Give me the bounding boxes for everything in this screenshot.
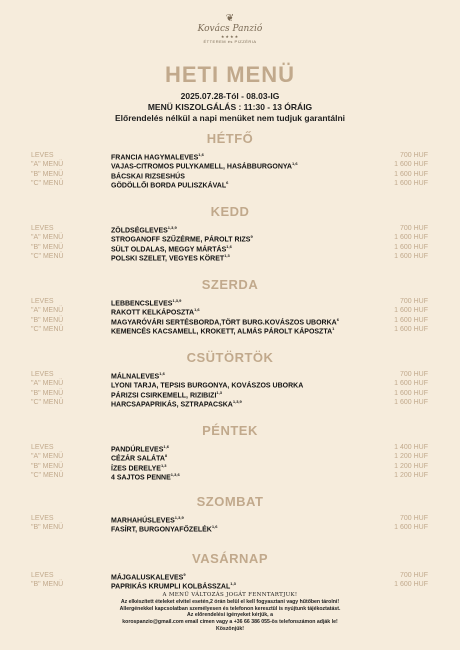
allergen-codes: 8 [164,453,168,459]
price: 1 200 HUF [394,471,428,479]
allergen-codes: 1,6 [211,524,218,530]
dish-text: 4 SAJTOS PENNE [111,474,171,482]
day-heading: CSÜTÖRTÖK [186,350,274,365]
allergen-codes: 1,3,6 [170,471,180,477]
dish-text: FASÍRT, BURGONYAFŐZELÉK [111,526,212,534]
menu-row [0,253,460,263]
menu-label: LEVES [31,444,54,451]
dish-name [111,317,339,326]
price: 700 HUF [399,515,428,522]
dish-text: MAGYARÓVÁRI SERTÉSBORDA,TÖRT BURG.KOVÁSZOS UBORKA [111,318,337,326]
footer-notice: A MENÜ VÁLTOZÁS JOGÁT FENNTARTJUK! [162,592,298,598]
price: 700 HUF [399,152,428,159]
logo-stars: ★★★★ [220,34,240,39]
dish-text: RAKOTT KELKÁPOSZTA [111,309,195,317]
price: 1 600 HUF [394,380,428,388]
allergen-codes: 1,3 [160,462,167,468]
price: 1 600 HUF [394,234,428,242]
price: 1 600 HUF [394,179,428,187]
allergen-codes: 1,6 [291,161,298,167]
allergen-codes: 1,3 [224,252,230,258]
menu-label: LEVES [31,515,54,522]
dish-text: PANDÚRLEVES [111,446,164,454]
price: 700 HUF [399,371,428,378]
price: 700 HUF [399,298,428,305]
dish-name [111,253,230,262]
price: 1 200 HUF [394,462,428,470]
footer-line: Az elkészített ételeket elvitel esetén,2 órán belül el kell fogyasztani vagy hűtőben tárolni! [120,598,340,605]
allergen-codes: 9 [250,234,253,240]
allergen-codes: 1,6 [194,307,200,313]
allergen-codes: 1,6 [163,444,169,449]
menu-label: "C" MENÜ [31,179,64,187]
price: 1 400 HUF [394,444,428,451]
dish-name [111,225,177,234]
menu-label: LEVES [31,225,54,232]
dish-name [111,581,236,590]
allergen-codes: 6 [336,316,339,322]
menu-label: "A" MENÜ [31,234,64,242]
menu-label: LEVES [31,152,54,159]
dish-text: HARCSAPAPRIKÁS, SZTRAPACSKA [111,401,233,409]
dish-text: POLSKI SZELET, VEGYES KÖRET [111,255,225,263]
menu-label: "B" MENÜ [31,462,64,470]
dish-text: VAJAS-CITROMOS PULYKAMELL, HASÁBBURGONYA [111,163,292,171]
footer-line: Allergénekkel kapcsolatban személyesen és telefonon keresztül is nyújtunk tájékoztatást. [119,605,341,612]
footer-line: Az előrendelési igényeket kérjük, a [187,612,273,619]
day-heading: SZOMBAT [196,494,264,509]
preorder-note: Előrendelés nélkül a napi menüket nem tudjuk garantálni [114,113,346,123]
footer-line: Köszönjük! [216,625,244,632]
dish-name [111,180,228,189]
menu-label: "B" MENÜ [31,316,64,324]
allergen-codes: 1 [332,325,335,331]
dish-name [111,371,165,380]
dish-name [111,572,186,581]
footer [0,592,460,633]
dish-text: KEMENCÉS KACSAMELL, KROKETT, ALMÁS PÁROLT KÁPOSZTA [111,328,333,336]
allergen-codes: 1,3 [216,389,222,395]
dish-text: MARHAHÚSLEVES [111,517,175,525]
dish-name [111,171,185,180]
allergen-codes: 1,3,9 [172,298,182,303]
price: 1 600 HUF [394,307,428,315]
dish-name [111,234,253,243]
price: 1 600 HUF [394,316,428,324]
dish-name [111,326,334,335]
dish-text: BÁCSKAI RIZSESHÚS [111,172,185,180]
day-heading: KEDD [210,204,250,219]
date-range: 2025.07.28-Tól - 08.03-IG [180,91,280,101]
allergen-codes: 1,3,9 [167,225,177,230]
logo [0,14,460,45]
day-heading: SZERDA [201,277,259,292]
price: 1 600 HUF [394,170,428,178]
day-heading: PÉNTEK [202,423,258,438]
dish-name [111,463,167,472]
menu-label: LEVES [31,298,54,305]
allergen-codes: 1,3,9 [174,515,184,520]
menu-row [0,472,460,482]
dish-text: SÜLT OLDALAS, MEGGY MÁRTÁS [111,245,227,253]
dish-text: LEBBENCSLEVES [111,300,173,308]
dish-name [111,161,298,170]
menu-label: "B" MENÜ [31,524,64,532]
price: 700 HUF [399,572,428,579]
dish-text: STROGANOFF SZŰZÉRME, PÁROLT RIZS [111,236,251,244]
page-title: HETI MENÜ [165,62,295,87]
allergen-codes: 1,3 [230,581,236,587]
allergen-codes: 6 [226,179,229,185]
service-hours: MENÜ KISZOLGÁLÁS : 11:30 - 13 ÓRÁIG [147,102,313,112]
dish-name [111,453,167,462]
dish-name [111,380,303,389]
dish-text: GÖDÖLLŐI BORDA PULISZKÁVAL [111,182,227,190]
price: 1 600 HUF [394,252,428,260]
allergen-codes: 1,6 [226,243,232,249]
dish-text: CÉZÁR SALÁTA [111,455,165,463]
allergen-codes: 9 [183,572,186,577]
allergen-codes: 1,6 [198,152,204,157]
dish-text: LYONI TARJA, TEPSIS BURGONYA, KOVÁSZOS UBORKA [111,382,304,390]
price: 700 HUF [399,225,428,232]
tree-icon: ❦ [225,13,235,24]
menu-label: "B" MENÜ [31,170,64,178]
price: 1 200 HUF [394,453,428,461]
menu-row [0,180,460,190]
dish-text: FRANCIA HAGYMALEVES [111,154,199,162]
price: 1 600 HUF [394,161,428,169]
dish-name [111,390,222,399]
menu-label: LEVES [31,572,54,579]
menu-label: "A" MENÜ [31,453,64,461]
menu-label: "A" MENÜ [31,161,64,169]
menu-label: "C" MENÜ [31,471,64,479]
dish-text: PÁRIZSI CSIRKEMELL, RIZIBIZI [111,391,217,399]
dish-name [111,444,169,453]
menu-row [0,524,460,534]
menu-label: "C" MENÜ [31,325,64,333]
menu-row [0,581,460,591]
dish-name [111,244,232,253]
logo-script: Kovács Panzió [197,24,263,34]
dish-text: MÁJGALUSKALEVES [111,574,184,582]
dish-name [111,152,204,161]
logo-subtitle: ÉTTEREM és PIZZÉRIA [203,39,257,44]
dish-text: ÍZES DERELYE [111,464,161,472]
menu-row [0,326,460,336]
price: 1 600 HUF [394,243,428,251]
price: 1 600 HUF [394,398,428,406]
menu-label: LEVES [31,371,54,378]
price: 1 600 HUF [394,325,428,333]
menu-label: "A" MENÜ [31,307,64,315]
allergen-codes: 1,6 [159,371,165,376]
dish-text: MÁLNALEVES [111,373,160,381]
dish-name [111,399,242,408]
dish-text: ZÖLDSÉGLEVES [111,227,168,235]
price: 1 600 HUF [394,524,428,532]
dish-name [111,515,184,524]
day-heading: HÉTFŐ [206,131,254,146]
menu-label: "B" MENÜ [31,581,64,589]
allergen-codes: 1,3,9 [232,398,242,404]
menu-label: "A" MENÜ [31,380,64,388]
dish-text: PAPRIKÁS KRUMPLI KOLBÁSSZAL [111,583,231,591]
menu-row [0,399,460,409]
day-heading: VASÁRNAP [192,551,268,566]
price: 1 600 HUF [394,389,428,397]
dish-name [111,524,217,533]
dish-name [111,472,180,481]
price: 1 600 HUF [394,581,428,589]
menu-label: "C" MENÜ [31,252,64,260]
menu-label: "B" MENÜ [31,243,64,251]
footer-line: korospanzio@gmail.com email címen vagy a +36 66 386 055-ös telefonszámon adják le! [122,619,338,626]
menu-label: "C" MENÜ [31,398,64,406]
menu-label: "B" MENÜ [31,389,64,397]
dish-name [111,298,181,307]
dish-name [111,307,200,316]
